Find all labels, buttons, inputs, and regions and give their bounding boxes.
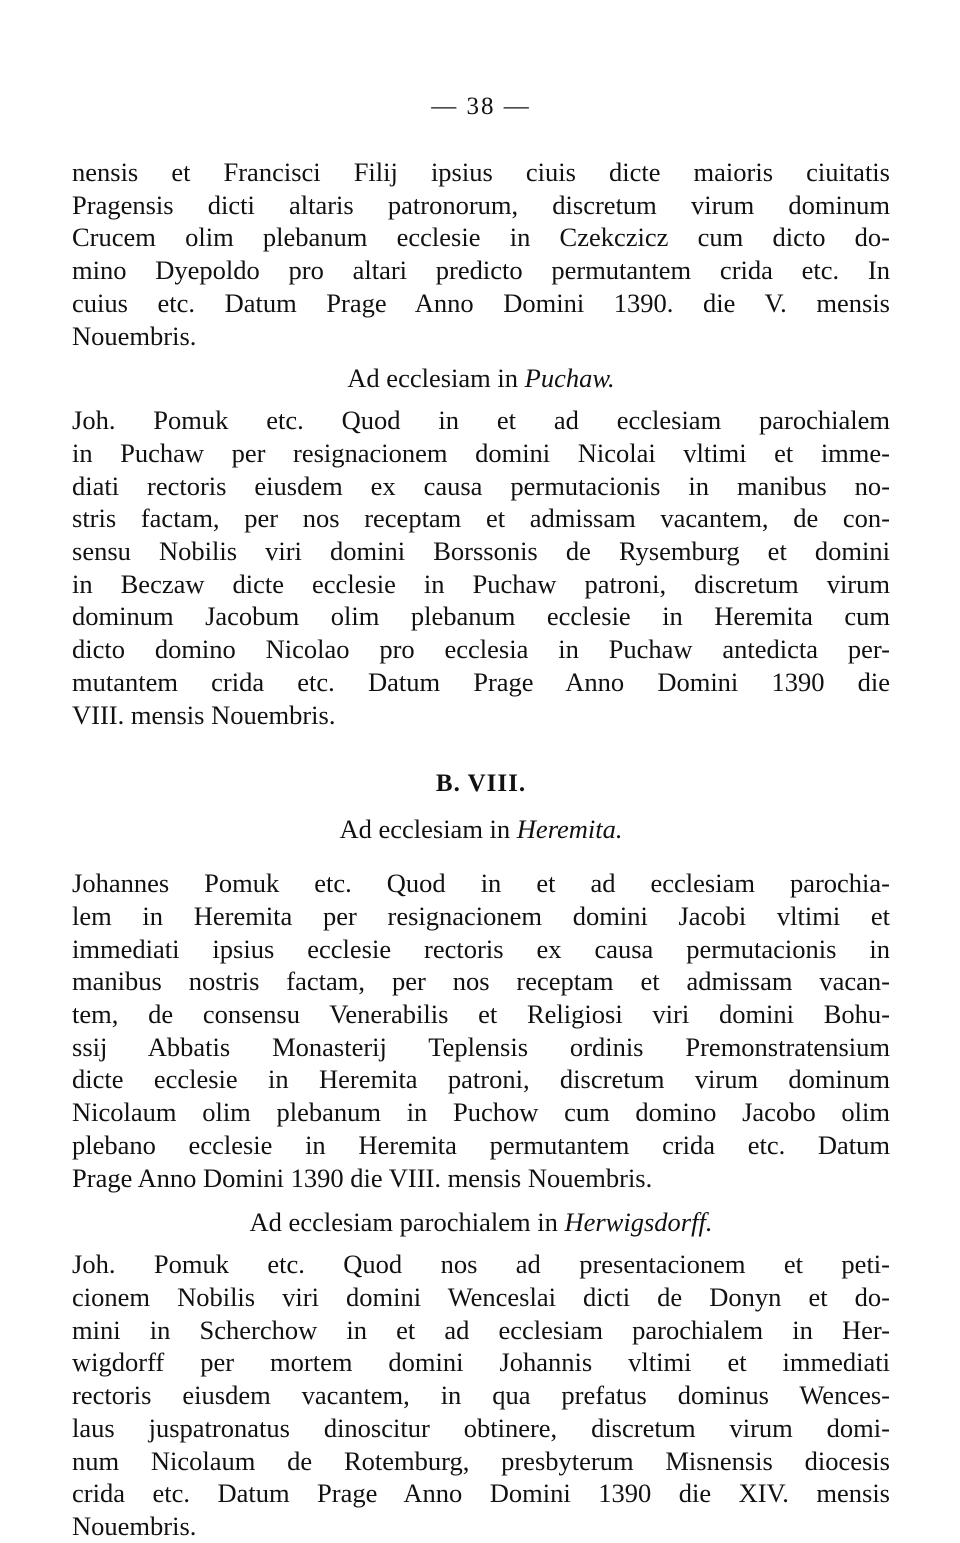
text-line: Joh. Pomuk etc. Quod nos ad presentacionem et peti- bbox=[72, 1249, 890, 1280]
text-line: stris factam, per nos receptam et admissam vacantem, de con- bbox=[72, 503, 890, 534]
text-line: Johannes Pomuk etc. Quod in et ad ecclesiam parochia- bbox=[72, 868, 890, 899]
text-line: Joh. Pomuk etc. Quod in et ad ecclesiam parochialem bbox=[72, 405, 890, 436]
text-line: mutantem crida etc. Datum Prage Anno Domini 1390 die bbox=[72, 666, 890, 697]
page-number: — 38 — bbox=[431, 93, 531, 120]
text-line: num Nicolaum de Rotemburg, presbyterum Misnensis diocesis bbox=[72, 1445, 890, 1476]
text-line: nensis et Francisci Filij ipsius ciuis dicte maioris ciuitatis bbox=[72, 157, 890, 187]
text-line: in Puchaw per resignacionem domini Nicolai vltimi et imme- bbox=[72, 437, 890, 468]
text-line: ssij Abbatis Monasterij Teplensis ordinis Premonstratensium bbox=[72, 1031, 890, 1062]
text-line: sensu Nobilis viri domini Borssonis de Rysemburg et domini bbox=[72, 536, 890, 567]
heading-place: Herwigsdorff. bbox=[564, 1207, 713, 1238]
text-line: plebano ecclesie in Heremita permutantem crida etc. Datum bbox=[72, 1129, 890, 1160]
text-line: in Beczaw dicte ecclesie in Puchaw patroni, discretum virum bbox=[72, 568, 890, 599]
entry-heading bbox=[72, 1206, 890, 1238]
entry-heading bbox=[72, 362, 890, 394]
heading-prefix: Ad ecclesiam in bbox=[339, 814, 511, 845]
text-line: Crucem olim plebanum ecclesie in Czekczicz cum dicto do- bbox=[72, 222, 890, 253]
text-line: mino Dyepoldo pro altari predicto permutantem crida etc. In bbox=[72, 255, 890, 286]
heading-prefix: Ad ecclesiam in bbox=[347, 363, 519, 394]
text-line: diati rectoris eiusdem ex causa permutacionis in manibus no- bbox=[72, 470, 890, 501]
text-line: Nicolaum olim plebanum in Puchow cum domino Jacobo olim bbox=[72, 1097, 890, 1128]
text-line: rectoris eiusdem vacantem, in qua prefatus dominus Wences- bbox=[72, 1380, 890, 1411]
text-line: Nouembris. bbox=[72, 320, 197, 351]
entry-continued bbox=[72, 156, 890, 352]
text-line: crida etc. Datum Prage Anno Domini 1390 die XIV. mensis bbox=[72, 1478, 890, 1509]
text-line: dicto domino Nicolao pro ecclesia in Puchaw antedicta per- bbox=[72, 634, 890, 665]
document-page bbox=[72, 92, 890, 1543]
entry-herwigsdorff bbox=[72, 1206, 890, 1542]
text-line: Pragensis dicti altaris patronorum, discretum virum dominum bbox=[72, 189, 890, 220]
text-line: mini in Scherchow in et ad ecclesiam parochialem in Her- bbox=[72, 1314, 890, 1345]
heading-prefix: Ad ecclesiam parochialem in bbox=[249, 1207, 558, 1238]
text-line: manibus nostris factam, per nos receptam et admissam vacan- bbox=[72, 966, 890, 997]
text-line: Nouembris. bbox=[72, 1510, 197, 1541]
text-line: Prage Anno Domini 1390 die VIII. mensis Nouembris. bbox=[72, 1162, 653, 1193]
entry-heremita bbox=[72, 813, 890, 1194]
entry-puchaw bbox=[72, 362, 890, 731]
text-line: lem in Heremita per resignacionem domini Jacobi vltimi et bbox=[72, 900, 890, 931]
heading-place: Puchaw. bbox=[524, 363, 615, 394]
text-line: cuius etc. Datum Prage Anno Domini 1390. die V. mensis bbox=[72, 287, 890, 318]
text-line: cionem Nobilis viri domini Wenceslai dicti de Donyn et do- bbox=[72, 1281, 890, 1312]
text-line: dicte ecclesie in Heremita patroni, discretum virum dominum bbox=[72, 1064, 890, 1095]
text-line: tem, de consensu Venerabilis et Religiosi viri domini Bohu- bbox=[72, 999, 890, 1030]
heading-place: Heremita. bbox=[516, 814, 623, 845]
text-line: immediati ipsius ecclesie rectoris ex causa permutacionis in bbox=[72, 933, 890, 964]
text-line: dominum Jacobum olim plebanum ecclesie in Heremita cum bbox=[72, 601, 890, 632]
text-line: VIII. mensis Nouembris. bbox=[72, 699, 336, 730]
entry-heading bbox=[72, 813, 890, 845]
text-line: laus juspatronatus dinoscitur obtinere, discretum virum domi- bbox=[72, 1412, 890, 1443]
text-line: wigdorff per mortem domini Johannis vltimi et immediati bbox=[72, 1347, 890, 1378]
section-mark: B. VIII. bbox=[435, 770, 527, 798]
